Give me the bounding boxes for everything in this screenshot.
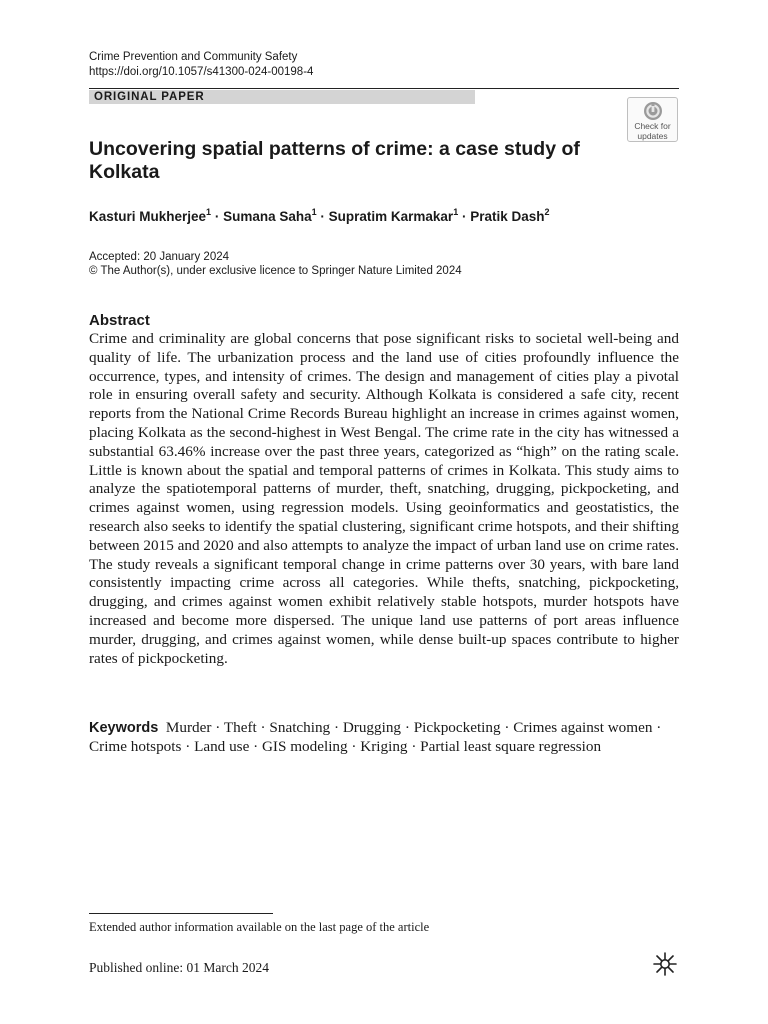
journal-name: Crime Prevention and Community Safety xyxy=(89,51,298,63)
check-updates-icon xyxy=(642,101,664,121)
keyword-item: Pickpocketing xyxy=(413,719,501,736)
section-label: ORIGINAL PAPER xyxy=(94,91,205,103)
keyword-item: Crimes against women xyxy=(513,719,653,736)
author-separator: · xyxy=(316,209,329,224)
springer-horse-icon xyxy=(651,951,679,977)
keywords-block xyxy=(89,719,679,757)
keywords-list: Murder · Theft · Snatching · Drugging · Pickpocketing · Crimes against women · Crime hotspots · Land use · GIS modeling · Kriging · Partial least square regression xyxy=(89,719,662,755)
keyword-item: GIS modeling xyxy=(261,737,348,755)
copyright-line: © The Author(s), under exclusive licence to Springer Nature Limited 2024 xyxy=(89,265,462,277)
abstract-text: Crime and criminality are global concerns that pose significant risks to societal well-being and quality of life. The urbanization process and the land use of cities profoundly influence the occurrence, types, and intensity of crimes. The design and management of cities play a pivotal role in ensuring overall safety and security. Although Kolkata is considered a safe city, recent reports from the National Crime Records Bureau highlight an increase in crimes against women, placing Kolkata as the second-highest in West Bengal. The crime rate in the city has witnessed a substantial 63.46% increase over the past three years, categorized as “high” on the rating scale. Little is known about the spatial and temporal patterns of crimes in Kolkata. This study aims to analyze the spatiotemporal patterns of murder, theft, snatching, drugging, pickpocketing, and crimes against women, using regression models. Using geoinformatics and geostatistics, the research also seeks to identify the spatial clustering, significant crime hotspots, and their shifting between 2015 and 2020 and also attempts to analyze the impact of urban land use on crime rates. The study reveals a significant temporal change in crime patterns over 30 years, with bare land consistently impacting crime across all categories. While thefts, snatching, pickpocketing, drugging, and crimes against women exhibit relatively stable hotspots, murder hotspots have increased and become more dispersed. The unique land use patterns of port areas influence murder, drugging, and crimes against women, while dense built-up spaces contribute to higher rates of pickpocketing. xyxy=(89,330,679,667)
footnote-rule xyxy=(89,913,273,914)
keyword-item: Drugging xyxy=(342,719,402,736)
author-name[interactable]: Sumana Saha xyxy=(223,209,312,224)
keyword-item: Crime hotspots xyxy=(89,737,182,755)
article-title: Uncovering spatial patterns of crime: a case study of Kolkata xyxy=(89,138,580,183)
keyword-item: Murder xyxy=(165,719,212,736)
footnote-text: Extended author information available on the last page of the article xyxy=(89,920,430,934)
keyword-item: Kriging xyxy=(360,737,408,755)
author-affiliation: 1 xyxy=(206,207,212,217)
author-name[interactable]: Kasturi Mukherjee xyxy=(89,209,207,224)
keyword-item: Land use xyxy=(194,737,250,755)
check-updates-line2: updates xyxy=(637,131,668,141)
keywords-label: Keywords xyxy=(89,720,159,736)
author-separator: · xyxy=(211,209,224,224)
author-name[interactable]: Supratim Karmakar xyxy=(328,209,454,224)
author-separator: · xyxy=(458,209,471,224)
author-list xyxy=(89,208,689,226)
published-date: Published online: 01 March 2024 xyxy=(89,960,269,975)
check-for-updates-button[interactable] xyxy=(627,97,678,142)
keyword-item: Theft xyxy=(223,719,257,736)
doi-link[interactable]: https://doi.org/10.1057/s41300-024-00198-4 xyxy=(89,66,314,78)
keyword-item: Snatching xyxy=(269,719,331,736)
author-affiliation: 2 xyxy=(544,207,550,217)
accepted-date: Accepted: 20 January 2024 xyxy=(89,251,230,263)
header-rule xyxy=(89,88,679,89)
author-name[interactable]: Pratik Dash xyxy=(470,209,545,224)
check-updates-line1: Check for xyxy=(634,121,671,131)
author-affiliation: 1 xyxy=(311,207,317,217)
abstract-heading: Abstract xyxy=(89,312,150,329)
keyword-item: Partial least square regression xyxy=(420,737,602,755)
author-affiliation: 1 xyxy=(453,207,459,217)
